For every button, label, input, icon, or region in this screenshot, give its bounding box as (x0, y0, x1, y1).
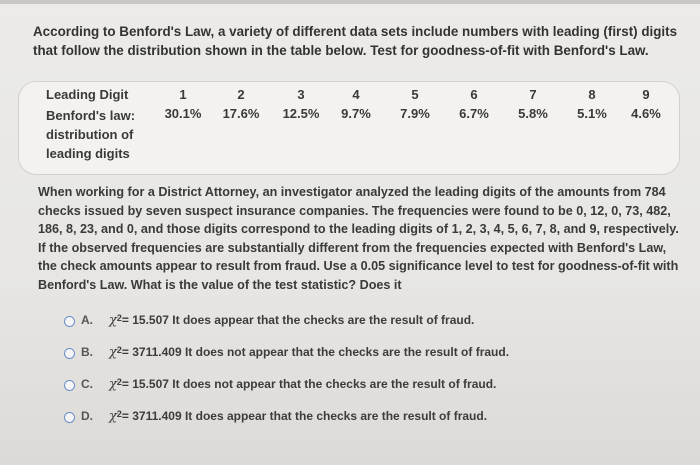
question-text: When working for a District Attorney, an investigator analyzed the leading digits of the amounts from 784 checks issued by seven suspect insurance companies. The frequencies were found to be 0, 12, 0, 73, 482, 186, 8, 23, and 0, and those digits correspond to the leading digits of 1, 2, 3, 4, 5, 6, 7, 8, and 9, respectively. If the observed frequencies are substantially different from the frequencies expected with Benford's Law, the check amounts appear to result from fraud. Use a 0.05 significance level to test for goodness-of-fit with Benford's Law. What is the value of the test statistic? Does it (38, 185, 679, 292)
percent-cell: 12.5% (282, 106, 320, 121)
choice-text: = 3711.409 It does appear that the checks are the result of fraud. (121, 409, 488, 423)
row-label-benford (46, 106, 158, 163)
digit-cell: 3 (297, 87, 305, 102)
choice-c[interactable] (64, 377, 664, 409)
superscript: 2 (116, 377, 122, 387)
digit-cell: 7 (529, 87, 537, 102)
percent-cell: 7.9% (400, 106, 430, 121)
benford-table (46, 87, 672, 163)
label-line: Benford's law: (46, 108, 136, 123)
digit-cell: 6 (470, 87, 478, 102)
digit-cell: 5 (411, 87, 419, 102)
choice-b[interactable] (64, 345, 664, 377)
percent-cell: 5.1% (577, 106, 607, 121)
percent-cell: 4.6% (631, 106, 661, 121)
chi-symbol: χ (109, 409, 117, 424)
choice-letter: C. (81, 377, 93, 391)
chi-symbol: χ (109, 377, 117, 392)
percent-cell: 5.8% (518, 106, 548, 121)
table-row-percents (46, 106, 672, 163)
radio-button[interactable] (64, 316, 75, 327)
row-label-leading-digit: Leading Digit (46, 87, 129, 102)
choice-text: = 15.507 It does not appear that the checks are the result of fraud. (121, 377, 497, 391)
choice-letter: D. (81, 409, 93, 423)
radio-button[interactable] (64, 380, 75, 391)
choice-a[interactable] (64, 313, 664, 345)
choice-letter: B. (81, 345, 93, 359)
choice-text: = 15.507 It does appear that the checks are the result of fraud. (121, 313, 475, 327)
percent-cell: 30.1% (164, 106, 202, 121)
top-border (0, 0, 700, 4)
superscript: 2 (116, 345, 122, 355)
superscript: 2 (116, 409, 122, 419)
choice-letter: A. (81, 313, 93, 327)
digit-cell: 9 (642, 87, 650, 102)
label-line: leading digits (46, 146, 130, 161)
superscript: 2 (116, 313, 122, 323)
radio-button[interactable] (64, 348, 75, 359)
digit-cell: 8 (588, 87, 596, 102)
percent-cell: 6.7% (459, 106, 489, 121)
label-line: distribution of (46, 127, 134, 142)
digit-cell: 4 (352, 87, 360, 102)
problem-intro: According to Benford's Law, a variety of different data sets include numbers with leading (first) digits that follow the distribution shown in the table below. Test for goodness-of-fit with Benford's Law. (33, 24, 678, 58)
chi-symbol: χ (109, 345, 117, 360)
percent-cell: 9.7% (341, 106, 371, 121)
percent-cell: 17.6% (222, 106, 260, 121)
benford-table-container (18, 81, 678, 173)
choice-text: = 3711.409 It does not appear that the checks are the result of fraud. (121, 345, 510, 359)
radio-button[interactable] (64, 412, 75, 423)
digit-cell: 1 (179, 87, 187, 102)
answer-choices (64, 313, 664, 441)
chi-symbol: χ (109, 313, 117, 328)
table-row-digits (46, 87, 672, 106)
choice-d[interactable] (64, 409, 664, 441)
digit-cell: 2 (237, 87, 245, 102)
